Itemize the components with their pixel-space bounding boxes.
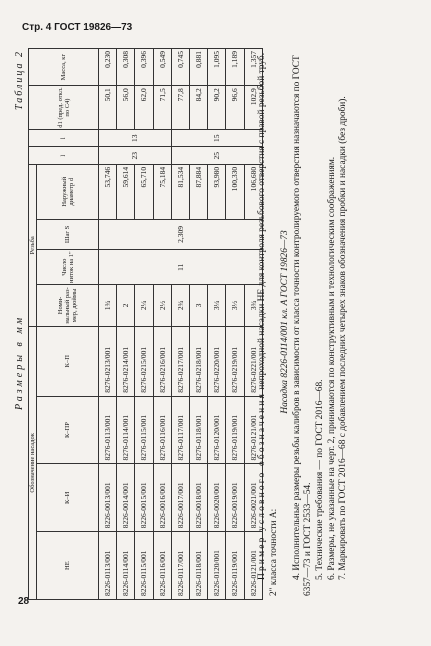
outer-cell: 100,330 [226, 164, 244, 219]
ki-cell: 8226-0018/001 [189, 464, 207, 532]
table-row [99, 49, 117, 600]
kpr-cell: 8276-0113/001 [99, 396, 117, 464]
d1-cell: 77,8 [171, 86, 189, 130]
kp-header: К–П [37, 326, 99, 396]
note-5: 5. Технические требования — по ГОСТ 2016—68. [314, 379, 325, 580]
tpi-header: Число ниток на 1" [37, 250, 99, 285]
ki-cell: 8226-0015/001 [135, 464, 153, 532]
nominal-cell: 3 [189, 285, 207, 327]
kpr-cell: 8276-0115/001 [135, 396, 153, 464]
ki-cell: 8226-0013/001 [99, 464, 117, 532]
L-header: l [29, 129, 99, 146]
outer-cell: 75,184 [153, 164, 171, 219]
outer-cell: 93,980 [208, 164, 226, 219]
kp-cell: 8276-0217/001 [171, 326, 189, 396]
notes-section [257, 48, 350, 596]
mass-cell: 1,189 [226, 49, 244, 86]
nominal-cell: 1¾ [99, 285, 117, 327]
d1-cell: 84,2 [189, 86, 207, 130]
note-6: 6. Размеры, не указанные на черт. 2, принимаются по конструктивным и технологическим соображениям. [326, 156, 337, 580]
gauge-table [28, 48, 263, 600]
nominal-cell: 2 [117, 285, 135, 327]
l-cell: 25 [171, 147, 262, 164]
designation-header: Обозначение насадок [29, 326, 37, 599]
kp-cell: 8276-0216/001 [153, 326, 171, 396]
table-label: Таблица 2 [14, 50, 25, 110]
outer-cell: 81,534 [171, 164, 189, 219]
kp-cell: 8276-0215/001 [135, 326, 153, 396]
outer-cell: 65,710 [135, 164, 153, 219]
d1-cell: 56,0 [117, 86, 135, 130]
kpr-cell: 8276-0117/001 [171, 396, 189, 464]
ki-cell: 8226-0016/001 [153, 464, 171, 532]
nominal-cell: 2½ [153, 285, 171, 327]
d1-cell: 50,1 [99, 86, 117, 130]
example-text: непроходной насадки НЕ для контроля резьбового отверстия с правой резьбой труб. 2" класса точности А: [257, 52, 279, 596]
rotated-content [12, 40, 423, 600]
kpr-cell: 8276-0121/001 [244, 396, 262, 464]
mass-header: Масса, кг [29, 49, 99, 86]
ne-cell: 8226-0115/001 [135, 532, 153, 600]
kp-cell: 8276-0220/001 [208, 326, 226, 396]
example-code: Насадка 8226-0114/001 кл. А ГОСТ 19826—73 [280, 230, 291, 414]
ne-cell: 8226-0118/001 [189, 532, 207, 600]
ne-cell: 8226-0113/001 [99, 532, 117, 600]
nominal-cell: 3¼ [208, 285, 226, 327]
note-4: 4. Исполнительные размеры резьбы калибров в зависимости от класса точности контролируемого отверстия назначаются по ГОСТ 6357—73 и ГОСТ 2533—54. [291, 55, 314, 596]
ki-cell: 8226-0017/001 [171, 464, 189, 532]
kpr-cell: 8276-0119/001 [226, 396, 244, 464]
ki-header: К–И [37, 464, 99, 532]
pitch-cell: 2,309 [99, 219, 263, 250]
table-row [171, 49, 189, 600]
ki-cell: 8226-0014/001 [117, 464, 135, 532]
kpr-cell: 8276-0114/001 [117, 396, 135, 464]
ne-cell: 8226-0121/001 [244, 532, 262, 600]
outer-dia-header: Наружный диаметр d [37, 164, 99, 219]
mass-cell: 1,357 [244, 49, 262, 86]
ne-cell: 8226-0116/001 [153, 532, 171, 600]
sizes-label: Размеры в мм [14, 314, 25, 410]
mass-cell: 0,881 [189, 49, 207, 86]
kpr-header: К–ПР [37, 396, 99, 464]
mass-cell: 0,308 [117, 49, 135, 86]
ne-cell: 8226-0117/001 [171, 532, 189, 600]
L-cell: 13 [99, 129, 172, 146]
mass-cell: 0,549 [153, 49, 171, 86]
example-paragraph [257, 48, 280, 596]
outer-cell: 59,614 [117, 164, 135, 219]
kp-cell: 8276-0219/001 [226, 326, 244, 396]
thread-header: Резьба [29, 164, 37, 326]
mass-cell: 1,095 [208, 49, 226, 86]
nominal-cell: 3¾ [244, 285, 262, 327]
kpr-cell: 8276-0120/001 [208, 396, 226, 464]
d1-header: d1 (пред. откл. по C4) [29, 86, 99, 130]
pitch-header: Шаг S [37, 219, 99, 250]
kp-cell: 8276-0213/001 [99, 326, 117, 396]
example-heading: Пример условного обозначения [257, 391, 267, 580]
kp-cell: 8276-0214/001 [117, 326, 135, 396]
ne-cell: 8226-0119/001 [226, 532, 244, 600]
d1-cell: 62,0 [135, 86, 153, 130]
ne-cell: 8226-0120/001 [208, 532, 226, 600]
kpr-cell: 8276-0116/001 [153, 396, 171, 464]
mass-cell: 0,230 [99, 49, 117, 86]
nominal-cell: 2¾ [171, 285, 189, 327]
d1-cell: 102,9 [244, 86, 262, 130]
ki-cell: 8226-0021/001 [244, 464, 262, 532]
outer-cell: 53,746 [99, 164, 117, 219]
mass-cell: 0,745 [171, 49, 189, 86]
note-7: 7. Маркировать по ГОСТ 2016—68 с добавлением последних четырех знаков обозначения пробки и насадки (без дроби). [338, 96, 349, 580]
outer-cell: 87,884 [189, 164, 207, 219]
d1-cell: 90,2 [208, 86, 226, 130]
kp-cell: 8276-0218/001 [189, 326, 207, 396]
tpi-cell: 11 [99, 250, 263, 285]
page-header: Стр. 4 ГОСТ 19826—73 [22, 22, 133, 33]
l-cell: 23 [99, 147, 172, 164]
outer-cell: 106,680 [244, 164, 262, 219]
kpr-cell: 8276-0118/001 [189, 396, 207, 464]
nominal-cell: 3½ [226, 285, 244, 327]
d1-cell: 96,6 [226, 86, 244, 130]
nominal-header: Номи-нальный раз-мер, дюймы [37, 285, 99, 327]
mass-cell: 0,396 [135, 49, 153, 86]
l-header: l [29, 147, 99, 164]
kp-cell: 8276-0221/001 [244, 326, 262, 396]
ki-cell: 8226-0019/001 [226, 464, 244, 532]
ne-cell: 8226-0114/001 [117, 532, 135, 600]
L-cell: 15 [171, 129, 262, 146]
d1-cell: 71,5 [153, 86, 171, 130]
nominal-cell: 2¼ [135, 285, 153, 327]
page-number: 28 [18, 596, 30, 607]
ki-cell: 8226-0020/001 [208, 464, 226, 532]
ne-header: НЕ [37, 532, 99, 600]
